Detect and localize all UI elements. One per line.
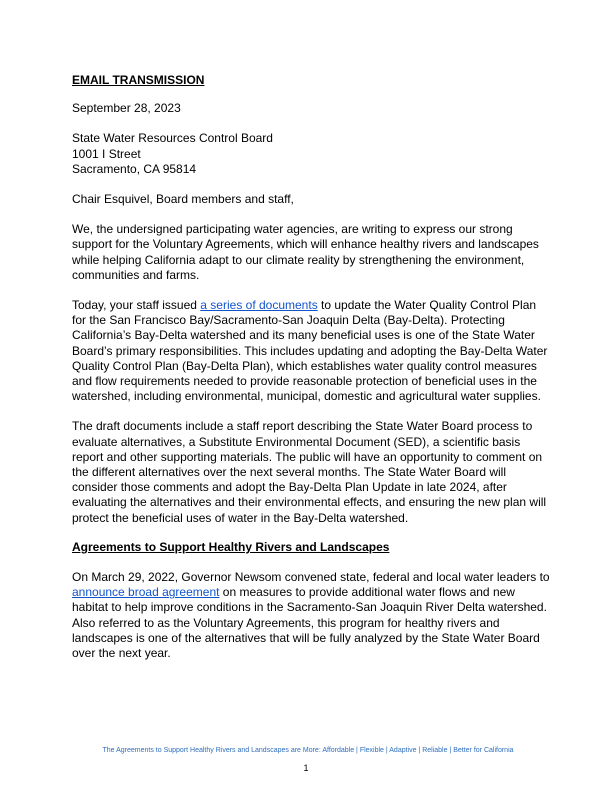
paragraph-governor-announcement [72, 570, 550, 661]
page-number: 1 [303, 763, 309, 773]
recipient-city: Sacramento, CA 95814 [72, 161, 197, 176]
letter-date: September 28, 2023 [72, 101, 181, 116]
email-transmission-heading: EMAIL TRANSMISSION [72, 73, 205, 87]
announce-broad-agreement-link[interactable]: announce broad agreement [72, 585, 220, 600]
paragraph-support: We, the undersigned participating water agencies, are writing to express our strong support for the Voluntary Agreements, which will enhance healthy rivers and landscapes while helping California adapt to our climate reality by strengthening the environment, communities and farms. [72, 222, 539, 282]
recipient-address [72, 131, 550, 177]
paragraph-text: Today, your staff issued [72, 298, 201, 313]
recipient-street: 1001 I Street [72, 146, 141, 161]
paragraph-text: to update the Water Quality Control Plan for the San Francisco Bay/Sacramento-San Joaquin Delta (Bay-Delta). Protecting California’s Bay-Delta watershed and its many beneficial uses is one of the State Water Board’s primary responsibilities. This includes updating and adopting the Bay-Delta Water Quality Control Plan (Bay-Delta Plan), which establishes water quality control measures and flow requirements needed to provide reasonable protection of beneficial uses in the watershed, including environmental, municipal, domestic and agricultural water supplies. [72, 298, 548, 404]
footer-tagline: The Agreements to Support Healthy Rivers and Landscapes are More: Affordable | Flexible | Adaptive | Reliable | Better for California [102, 747, 514, 754]
recipient-name: State Water Resources Control Board [72, 131, 273, 146]
series-of-documents-link[interactable]: a series of documents [200, 298, 318, 313]
paragraph-draft-documents: The draft documents include a staff report describing the State Water Board process to evaluate alternatives, a Substitute Environmental Document (SED), a scientific basis report and other supporting materials. The public will have an opportunity to comment on the different alternatives over the next several months. The State Water Board will consider those comments and adopt the Bay-Delta Plan Update in late 2024, after evaluating the alternatives and their environmental effects, and ensuring the new plan will protect the beneficial uses of water in the Bay-Delta watershed. [72, 419, 547, 525]
letter-body [72, 73, 550, 661]
section-heading: Agreements to Support Healthy Rivers and Landscapes [72, 539, 390, 554]
paragraph-text: on measures to provide additional water flows and new habitat to help improve conditions in the Sacramento-San Joaquin River Delta watershed. Also referred to as the Voluntary Agreements, this program for healthy rivers and landscapes is one of the alternatives that will be fully analyzed by the State Water Board over the next year. [72, 585, 547, 661]
paragraph-staff-documents [72, 298, 550, 404]
salutation: Chair Esquivel, Board members and staff, [72, 192, 294, 207]
paragraph-text: On March 29, 2022, Governor Newsom convened state, federal and local water leaders to [72, 570, 550, 585]
